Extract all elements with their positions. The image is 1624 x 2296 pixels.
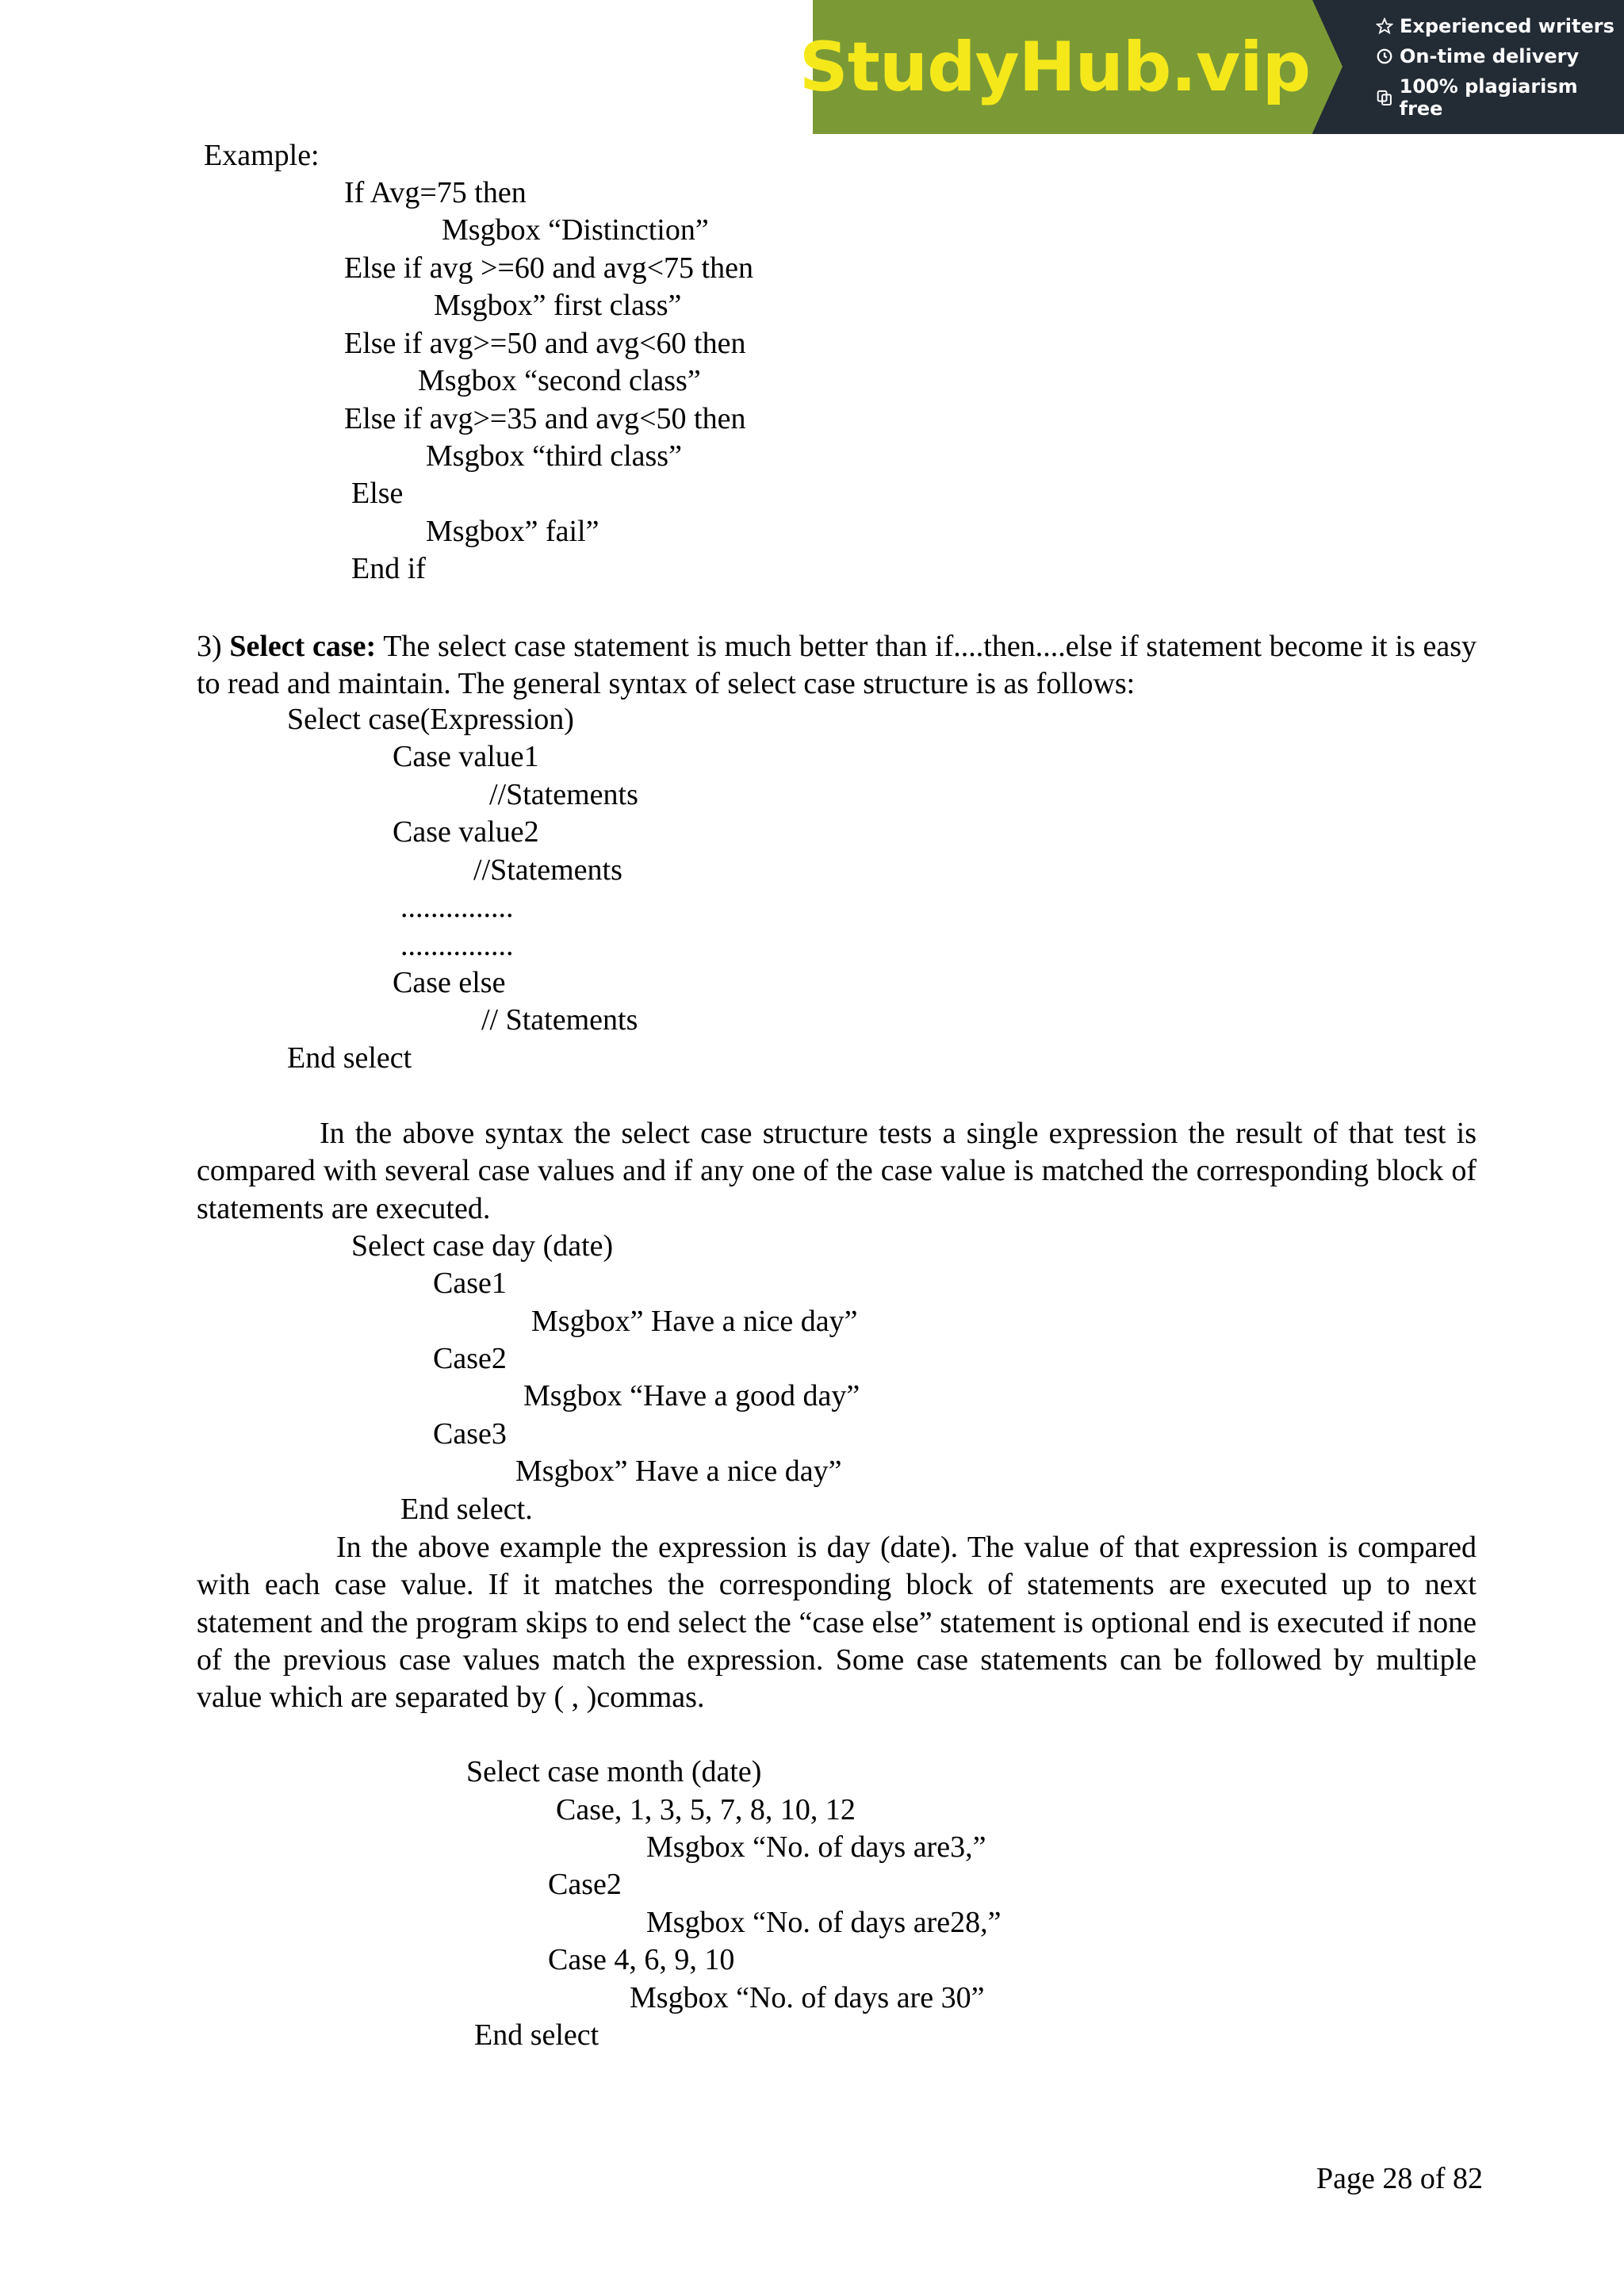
brand-logo: StudyHub.vip xyxy=(799,27,1311,107)
syntax-line: //Statements xyxy=(473,853,622,887)
syntax-line: ............... xyxy=(400,891,514,924)
example2-line: End select xyxy=(474,2018,599,2052)
example2-line: Case 4, 6, 9, 10 xyxy=(548,1943,735,1976)
syntax-line: Case value1 xyxy=(393,740,539,773)
syntax-line: //Statements xyxy=(489,778,638,811)
code-line: Msgbox” first class” xyxy=(434,289,682,322)
explanation2-text: In the above example the expression is day (date). The value of that expression is compared with each case value. If it matches the corresponding block of statements are executed up to next statement and the program skips to end select the “case else” statement is optional end is executed if none of the previous case values match the expression. Some case statements can be followed by multiple value which are separated by ( , )commas. xyxy=(197,1531,1477,1715)
code-line: Msgbox “second class” xyxy=(418,364,701,397)
feature-experienced-writers xyxy=(1376,15,1624,37)
select-case-explanation xyxy=(197,1115,1477,1228)
example1-line: Msgbox” Have a nice day” xyxy=(531,1305,858,1338)
clock-icon xyxy=(1376,48,1393,65)
explanation-text: In the above syntax the select case structure tests a single expression the result of that test is compared with several case values and if any one of the case value is matched the corresponding block of statements are executed. xyxy=(197,1117,1477,1225)
code-line: Msgbox “Distinction” xyxy=(442,213,709,247)
feature-text: 100% plagiarism free xyxy=(1399,75,1578,120)
example1-line: Case3 xyxy=(433,1417,507,1451)
features-panel xyxy=(1312,0,1624,134)
example1-line: Case1 xyxy=(433,1267,507,1300)
example1-line: Msgbox” Have a nice day” xyxy=(515,1455,842,1488)
page-number: Page 28 of 82 xyxy=(1316,2162,1484,2195)
example1-line: End select. xyxy=(400,1493,533,1526)
code-line: Msgbox “third class” xyxy=(426,439,682,473)
example1-line: Select case day (date) xyxy=(351,1229,614,1263)
example2-line: Msgbox “No. of days are3,” xyxy=(646,1830,986,1864)
code-line: Else if avg>=35 and avg<50 then xyxy=(344,402,746,435)
example1-line: Case2 xyxy=(433,1342,507,1375)
syntax-line: // Statements xyxy=(481,1003,638,1037)
code-line: Else if avg>=50 and avg<60 then xyxy=(344,327,746,360)
example1-line: Msgbox “Have a good day” xyxy=(523,1379,860,1412)
feature-on-time-delivery xyxy=(1376,45,1624,67)
feature-plagiarism-free xyxy=(1376,75,1624,120)
example2-line: Msgbox “No. of days are28,” xyxy=(646,1906,1002,1939)
example-heading: Example: xyxy=(204,139,320,172)
copy-icon xyxy=(1376,89,1393,106)
code-line: Else xyxy=(351,477,404,510)
feature-text: Experienced writers xyxy=(1400,14,1614,37)
code-line: If Avg=75 then xyxy=(344,176,527,209)
code-line: Msgbox” fail” xyxy=(426,515,599,548)
select-case-explanation2 xyxy=(197,1529,1477,1716)
feature-text: On-time delivery xyxy=(1400,44,1580,67)
syntax-line: ............... xyxy=(400,929,514,962)
example2-line: Case2 xyxy=(548,1868,622,1901)
syntax-line: Select case(Expression) xyxy=(287,703,574,736)
star-icon xyxy=(1376,17,1393,35)
section-title: Select case: xyxy=(229,630,377,663)
syntax-line: Case value2 xyxy=(393,815,539,849)
code-line: End if xyxy=(351,552,426,585)
syntax-line: End select xyxy=(287,1041,412,1075)
section-intro-text: The select case statement is much better than if....then....else if statement become it is easy to read and maintain. The general syntax of select case structure is as follows: xyxy=(197,630,1477,701)
example2-line: Case, 1, 3, 5, 7, 8, 10, 12 xyxy=(556,1793,856,1826)
example2-line: Select case month (date) xyxy=(466,1755,762,1788)
section-number: 3) xyxy=(197,630,222,663)
syntax-line: Case else xyxy=(393,966,506,999)
select-case-intro xyxy=(197,628,1477,703)
example2-line: Msgbox “No. of days are 30” xyxy=(630,1981,985,2014)
code-line: Else if avg >=60 and avg<75 then xyxy=(344,251,753,285)
brand-panel xyxy=(799,0,1312,134)
studyhub-banner[interactable] xyxy=(799,0,1624,134)
